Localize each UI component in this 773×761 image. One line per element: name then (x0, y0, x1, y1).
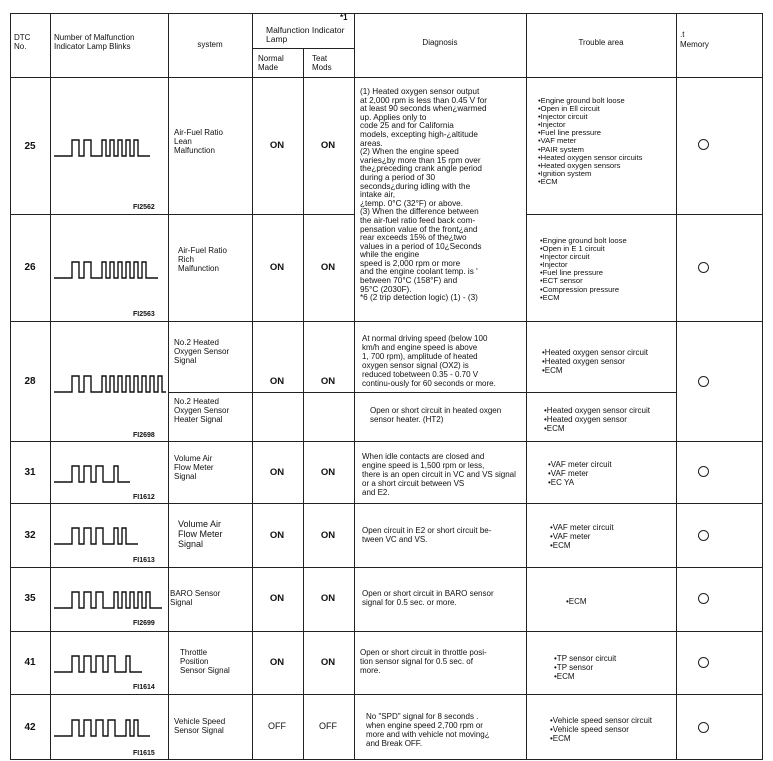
row-subdivider (354, 392, 526, 393)
system-name: Throttle Position Sensor Signal (180, 648, 230, 675)
trouble-area-list: •Engine ground bolt loose •Open in E 1 circuit •Injector circuit •Injector •Fuel line pressure •ECT sensor •Compression pressure •ECM (540, 236, 627, 302)
normal-mode-status: ON (269, 530, 285, 541)
test-mode-status: ON (320, 593, 336, 604)
header-divider (10, 77, 762, 78)
figure-id: FI1613 (133, 557, 155, 564)
diagnosis-text: Open or short circuit in BARO sensor signal for 0.5 sec. or more. (362, 589, 494, 607)
memory-circle-icon (698, 593, 709, 604)
blink-waveform (54, 368, 164, 398)
figure-id: FI2698 (133, 432, 155, 439)
blink-waveform (54, 132, 164, 162)
blink-pulse-train (54, 466, 130, 482)
header-system: system (197, 40, 223, 49)
diagnosis-text: Open circuit in E2 or short circuit be- tween VC and VS. (362, 526, 492, 544)
col-divider (676, 13, 677, 760)
blink-pulse-train (54, 720, 150, 736)
memory-circle-icon (698, 722, 709, 733)
blink-waveform (54, 458, 164, 488)
row-divider (10, 567, 762, 568)
table-border-bottom (10, 759, 762, 760)
normal-mode-status: ON (269, 467, 285, 478)
header-blinks: Number of Malfunction Indicator Lamp Blinks (54, 33, 135, 51)
test-mode-status: ON (320, 376, 336, 387)
normal-mode-status: ON (269, 593, 285, 604)
dtc-number: 42 (24, 722, 36, 733)
diagnosis-text-secondary: Open or short circuit in heated oxgen sensor heater. (HT2) (370, 406, 502, 424)
normal-mode-status: ON (269, 262, 285, 273)
test-mode-status: ON (320, 262, 336, 273)
diagnosis-text: (1) Heated oxygen sensor output at 2,000 rpm is less than 0.45 V for at least 90 seconds when¿warmed up. Applies only to code 25 and for California models, excepting high-¿altitude areas. (2) When the engine speed varies¿by more than 15 rpm over the¿preceding crank angle period during a period of 30 seconds¿during idling with the intake air, ¿temp. 0°C (32°F) or above. (3) When the difference between the air-fuel ratio feed back com- pensation value of the front¿and rear exceeds 15% of the¿two values in a period of 10¿Seconds while the engine speed is 2,000 rpm or more and the engine coolant temp. is ' between 70°C (158°F) and 95°C (2030F). *6 (2 trip detection logic) (1) - (3) (360, 87, 487, 303)
row-divider (10, 631, 762, 632)
dtc-number: 28 (24, 376, 36, 387)
normal-mode-status: ON (269, 376, 285, 387)
row-subdivider (526, 392, 676, 393)
dtc-number: 31 (24, 467, 36, 478)
system-name: Volume Air Flow Meter Signal (178, 519, 223, 549)
row-divider (10, 441, 762, 442)
row-subdivider (168, 392, 354, 393)
system-name: BARO Sensor Signal (170, 589, 221, 607)
memory-circle-icon (698, 376, 709, 387)
figure-id: FI1614 (133, 684, 155, 691)
col-divider (303, 48, 304, 760)
blink-waveform (54, 712, 164, 742)
header-test-mode: Teat Mods (312, 54, 332, 72)
trouble-area-list: •VAF meter circuit •VAF meter •ECM (550, 523, 614, 550)
dtc-number: 41 (24, 657, 36, 668)
dtc-number: 26 (24, 262, 36, 273)
normal-mode-status: OFF (268, 721, 286, 731)
trouble-area-list: •ECM (566, 597, 587, 606)
system-name: Volume Air Flow Meter Signal (174, 454, 214, 481)
trouble-area-list-secondary: •Heated oxygen sensor circuit •Heated oxygen sensor •ECM (544, 406, 650, 433)
figure-id: FI1615 (133, 750, 155, 757)
blink-pulse-train (54, 528, 138, 544)
normal-mode-status: ON (269, 657, 285, 668)
diagnosis-text: At normal driving speed (below 100 km/h and engine speed is above 1, 700 rpm), amplitude of heated oxygen sensor signal (OX2) is reduced tobetween 0.35 - 0.70 V continu-ously for 60 seconds or more. (362, 334, 496, 388)
blink-waveform (54, 254, 164, 284)
header-diagnosis: Diagnosis (422, 38, 458, 47)
table-border-top (10, 13, 762, 14)
trouble-area-list: •VAF meter circuit •VAF meter •EC YA (548, 460, 612, 487)
header-footnote-mark: *1 (340, 13, 348, 22)
col-divider (168, 13, 169, 760)
system-name: Air-Fuel Ratio Lean Malfunction (174, 128, 223, 155)
trouble-area-list: •Heated oxygen sensor circuit •Heated oxygen sensor •ECM (542, 348, 648, 375)
blink-pulse-train (54, 262, 158, 278)
col-divider (50, 13, 51, 760)
memory-circle-icon (698, 466, 709, 477)
dtc-number: 25 (24, 141, 36, 152)
header-lamp: Malfunction Indicator Lamp (266, 25, 345, 44)
header-normal-mode: Normal Made (258, 54, 284, 72)
row-divider (526, 214, 762, 215)
test-mode-status: ON (320, 467, 336, 478)
col-divider (354, 13, 355, 760)
test-mode-status: ON (320, 657, 336, 668)
test-mode-status: ON (320, 530, 336, 541)
trouble-area-list: •Engine ground bolt loose •Open in Ell circuit •Injector circuit •Injector •Fuel line pressure •VAF meter •PAIR system •Heated oxygen sensor circuits •Heated oxygen sensors •Ignition system •ECM (538, 96, 643, 186)
diagnosis-text: No "SPD" signal for 8 seconds . when engine speed 2,700 rpm or more and with vehicle not moving¿ and Break OFF. (366, 712, 490, 748)
system-name: Vehicle Speed Sensor Signal (174, 717, 226, 735)
figure-id: FI2562 (133, 204, 155, 211)
diagnosis-text: When idle contacts are closed and engine speed is 1,500 rpm or less, there is an open circuit in VC and VS signal or a short circuit between VS and E2. (362, 452, 516, 497)
blink-waveform (54, 584, 164, 614)
memory-circle-icon (698, 262, 709, 273)
diagnosis-text: Open or short circuit in throttle posi- tion sensor signal for 0.5 sec. of more. (360, 648, 487, 675)
figure-id: FI1612 (133, 494, 155, 501)
figure-id: FI2699 (133, 620, 155, 627)
system-name: Air-Fuel Ratio Rich Malfunction (178, 246, 227, 273)
blink-pulse-train (54, 592, 162, 608)
test-mode-status: ON (320, 140, 336, 151)
test-mode-status: OFF (319, 721, 337, 731)
system-name: No.2 Heated Oxygen Sensor Signal (174, 338, 230, 365)
dtc-number: 35 (24, 593, 36, 604)
trouble-area-list: •Vehicle speed sensor circuit •Vehicle speed sensor •ECM (550, 716, 652, 743)
memory-circle-icon (698, 139, 709, 150)
blink-pulse-train (54, 656, 142, 672)
col-divider (526, 13, 527, 760)
row-divider (10, 694, 762, 695)
table-border-right (762, 13, 763, 760)
row-divider (10, 321, 762, 322)
memory-circle-icon (698, 657, 709, 668)
blink-waveform (54, 520, 164, 550)
row-divider (10, 503, 762, 504)
figure-id: FI2563 (133, 311, 155, 318)
memory-circle-icon (698, 530, 709, 541)
trouble-area-list: •TP sensor circuit •TP sensor •ECM (554, 654, 617, 681)
system-name-secondary: No.2 Heated Oxygen Sensor Heater Signal (174, 397, 230, 424)
normal-mode-status: ON (269, 140, 285, 151)
header-memory: Memory (680, 40, 709, 49)
dtc-number: 32 (24, 530, 36, 541)
blink-waveform (54, 648, 164, 678)
blink-pulse-train (54, 140, 150, 156)
blink-pulse-train (54, 376, 166, 392)
header-memory-mark: .t (680, 30, 685, 39)
header-dtc-no: DTC No. (14, 33, 31, 51)
header-trouble-area: Trouble area (578, 38, 624, 47)
